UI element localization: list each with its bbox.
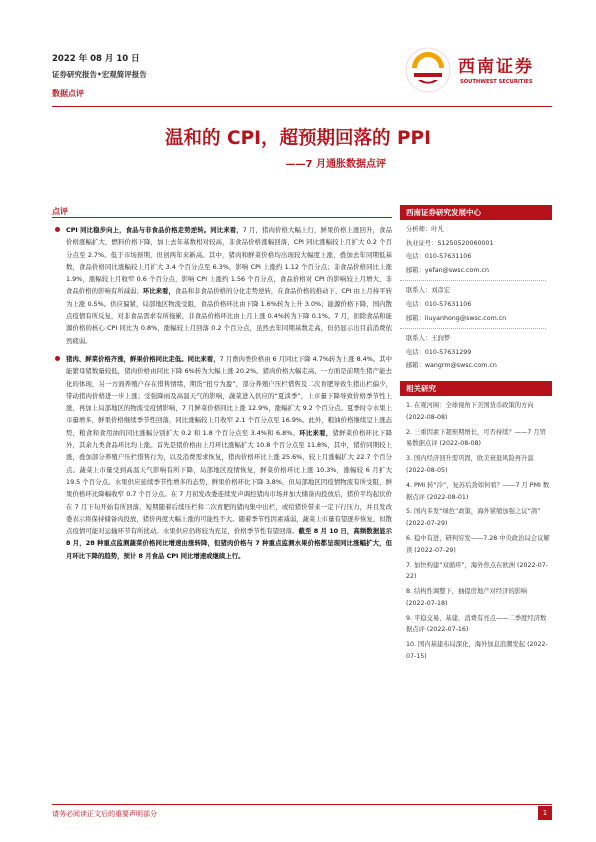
related-item[interactable]: 8. 结构性调整下，抽提房地产对经济的影响 (2022-07-18) xyxy=(406,588,528,607)
report-title: 温和的 CPI，超预期回落的 PPI xyxy=(165,128,431,149)
paragraph-food xyxy=(52,353,392,562)
paragraph-cpi xyxy=(52,224,392,347)
institute-header: 西南证券研究发展中心 xyxy=(400,205,552,220)
analyst-phone: 电话：010-57631106 xyxy=(406,253,472,261)
contact-block xyxy=(406,284,552,325)
paragraph-lead-2: 环比来看， xyxy=(299,428,333,437)
main-content xyxy=(52,224,392,568)
related-item[interactable]: 7. 加快构建“双循环”，海外焦点在欧洲 (2022-07-22) xyxy=(406,561,549,581)
analyst-list xyxy=(400,220,552,373)
divider xyxy=(400,280,546,281)
logo-chinese-name: 西南证券 xyxy=(458,57,534,77)
contact-phone: 电话：010-57631106 xyxy=(406,300,472,308)
sidebar xyxy=(400,205,552,666)
analyst-email[interactable]: 邮箱：yefan@swsc.com.cn xyxy=(406,266,489,274)
paragraph-body-2: 食品和非食品价格的分化走势逆转，在食品价格的推动下，CPI 由上月持平转为上涨 0.5%。供应偏紧，局部地区物流受阻，食品价格环比由下降 1.6%转为上升 3.0%；能源价格下降，国内散点疫情有所反复，对非食品需求有所拖累，非食品价格环比由上月上涨 0.4%转为下降 0.1%。7 月，扣除食品和能源价格的核心 CPI 同比为 0.8%，涨幅较上月回落 0.2 个百分点，虽然去年同期基数走高，但仍显示出目前消费依然疲弱。 xyxy=(66,287,392,345)
related-research-header: 相关研究 xyxy=(400,381,552,396)
related-item[interactable]: 1. 在观河阁：全球视角下美国货币政策的方向 (2022-08-08) xyxy=(406,401,534,421)
related-item[interactable]: 2. 三重因素下超预期增长，可否持续？——7 月贸易数据点评 (2022-08-08) xyxy=(406,428,546,448)
company-logo xyxy=(404,46,552,96)
paragraph-conclusion: 截至 8 月 10 日，高频数据显示 8 月，28 种重点监测蔬菜价格同比增速由涨转降，但猪肉价格与 7 种重点监测水果价格都呈现同比涨幅扩大，但月环比下降的趋势，预计 8 月食品 CPI 同比增速或继续上行。 xyxy=(66,527,393,560)
paragraph-body-2: 猪鲜菜价格环比下降外，其余九类食品环比均上涨。首先是猪价格由上月环比涨幅扩大 10.8 个百分点至 11.8%，其中，猪价同期较上涨，叠加部分养殖户压栏惜售行为，以及消费需求恢复，猪肉价格环比上涨 25.6%，较上月涨幅扩大 22.7 个百分点。蔬菜上市量受到高温天气影响有所下降，局部地区疫情恢复，鲜菜价格环比上涨 10.3%，涨幅较 6 月扩大 19.5 个百分点。水果供应延续季节性增多的态势，鲜果价格环比下降 3.8%，但局部地区因疫情物流有所受阻，鲜果价格环比降幅收窄 0.7 个百分点。在 7 月初发改委连续发声调控猪肉市场并加大储备肉投放后，猪价平均起伏价在 7 月下旬开始有所回落，短期随着后续压栏和二次育肥的猪肉集中出栏，或给猪价带来一定下行压力，并且发改委表示将保持储备肉投放，猪价再度大幅上涨的可能性不大。随着季节性因素减弱，蔬菜上市量有望逐步恢复，但散点疫情可能对运输环节有所扰动。水果供应仍将较为充足，价格季节性有望回落。 xyxy=(66,428,392,536)
paragraph-lead: CPI 同比稳步向上，食品与非食品价格走势逆转。同比来看， xyxy=(66,226,243,234)
related-item[interactable]: 4. PMI 转“冷”，复苏后劲如何看？——7 月 PMI 数据点评 (2022-08-01) xyxy=(406,481,550,501)
contact-phone: 电话：010-57631299 xyxy=(406,348,472,356)
report-subcategory: 数据点评 xyxy=(52,89,84,98)
header-divider xyxy=(52,106,552,107)
bullet-icon xyxy=(55,227,60,232)
bullet-icon xyxy=(55,356,60,361)
page-number: 1 xyxy=(538,806,552,820)
analyst-license: 执业证号：S1250520060001 xyxy=(406,239,494,247)
logo-english-name: SOUTHWEST SECURITIES xyxy=(460,79,533,85)
divider xyxy=(400,328,546,329)
section-divider xyxy=(52,217,392,218)
related-item[interactable]: 6. 稳中有进，研判穷发——7.28 中央政治局会议解读 (2022-07-29) xyxy=(406,534,550,554)
report-subtitle: ——7 月通胀数据点评 xyxy=(285,159,386,170)
logo-emblem-icon xyxy=(404,46,452,94)
report-category: 证券研究报告•宏观简评报告 xyxy=(52,70,147,79)
analyst-name: 分析师：叶凡 xyxy=(406,226,444,233)
analyst-block xyxy=(406,223,552,277)
paragraph-lead: 猪肉、鲜菜价格齐涨，鲜果价格同比走低。同比来看， xyxy=(66,354,220,363)
related-research-list xyxy=(400,396,552,663)
contact-email[interactable]: 邮箱：wangrm@swsc.com.cn xyxy=(406,362,497,370)
related-item[interactable]: 10. 国内基建布局深化，海外加息浪潮发起 (2022-07-15) xyxy=(406,641,548,661)
related-item[interactable]: 5. 国内多发“绿色”政策，海外紧缩加强之议“鸽” (2022-07-29) xyxy=(406,508,541,528)
section-label: 点评 xyxy=(52,207,68,216)
paragraph-lead-2: 环比来看， xyxy=(142,287,175,296)
related-item[interactable]: 3. 国内经济回升需巩固，欧美衰退风险再升温 (2022-08-05) xyxy=(406,455,534,474)
paragraph-body: 7 月畜肉类价格由 6 月同比下降 4.7%转为上涨 8.4%。其中能繁母猪数量较低，猪肉价格由同比下降 6%转为大幅上涨 20.2%。猪肉价格大幅走高，一方面是前期生猪产能去化的体现，另一方面养殖户存在惜售情绪，期货“扭亏为盈”，部分养殖户压栏惜售及二次育肥导致生猪出栏偏少，带动猪肉价格进一步上涨；受强降雨及高温天气的影响，蔬菜进入供应的“夏淡季”，上市量下降导致价格季节性上涨，再加上局部地区的物流受疫情影响，7 月鲜菜价格同比上涨 12.9%，涨幅扩大 9.2 个百分点。夏季时令水果上市量增多，鲜果价格继续季节性回落，同比涨幅较上月收窄 2.1 个百分点至 16.9%。此外，粮油价格继续呈上涨态势，粮食和食用油的同比涨幅分别扩大 0.2 和 1.8 个百分点至 3.4%和 6.8%。 xyxy=(66,354,392,437)
report-date: 2022 年 08 月 10 日 xyxy=(52,54,140,64)
contact-block xyxy=(406,332,552,373)
footer-divider xyxy=(52,804,552,805)
paragraph-body: 7 月，猪肉价格大幅上行，鲜果价格上涨回升，食品价格涨幅扩大，燃料价格下降，加上去年基数相对较高，非食品价格涨幅回落，CPI 同比涨幅较上月扩大 0.2 个百分点至 2.7%。低于市场预期，但创两年来新高。其中，猪肉和鲜菜价格均出现较大幅度上涨，叠加去年同期低基数，食品价格同比涨幅较上月扩大 3.4 个百分点至 6.3%，影响 CPI 上涨约 1.12 个百分点；非食品价格同比上涨 1.9%，涨幅较上月收窄 0.6 个百分点，影响 CPI 上涨约 1.56 个百分点，食品价格对 CPI 的影响较上月增大，非食品价格的影响有所减弱； xyxy=(66,226,392,296)
contact-email[interactable]: 邮箱：liuyanhong@swsc.com.cn xyxy=(406,314,507,322)
contact-name: 联系人：刘彦宏 xyxy=(406,287,451,295)
footer-disclaimer: 请务必阅读正文后的重要声明部分 xyxy=(52,810,157,818)
contact-name: 联系人：王润梦 xyxy=(406,335,451,343)
related-item[interactable]: 9. 平稳交易、基建、消费有亮点——二季度经济数据点评 (2022-07-16) xyxy=(406,614,547,634)
